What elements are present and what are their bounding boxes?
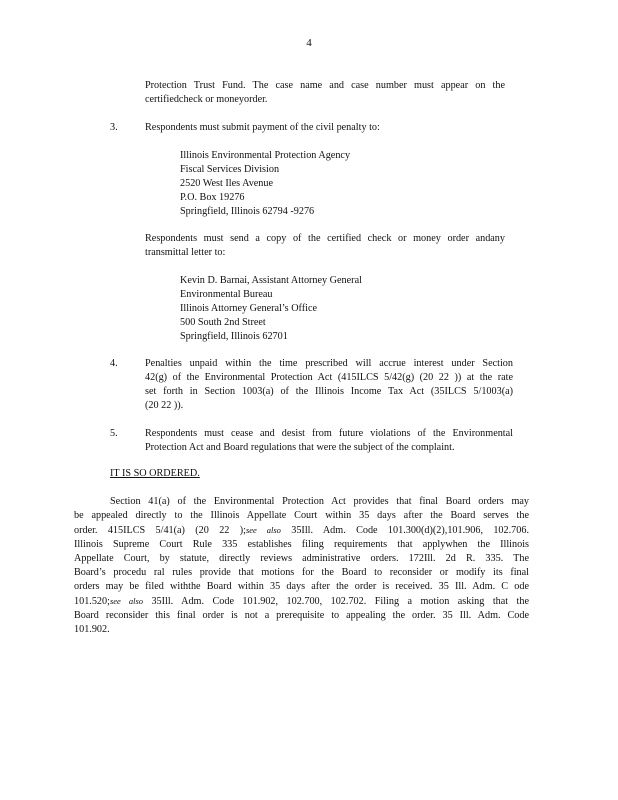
address-line: Illinois Environmental Protection Agency <box>180 150 351 161</box>
address-line: 2520 West Iles Avenue <box>180 178 274 189</box>
citation-signal: see also <box>109 596 143 606</box>
text-line: Penalties unpaid within the time prescribed will accrue interest under Section <box>145 358 513 369</box>
text-line: be appealed directly to the Illinois Appellate Court within 35 days after the Board serves the <box>74 510 529 521</box>
text-line: 101.902. <box>74 624 110 635</box>
address-line: Fiscal Services Division <box>180 164 280 175</box>
text-line: certifiedcheck or moneyorder. <box>145 94 268 105</box>
copy-instruction <box>145 232 505 260</box>
item-number-3: 3. <box>110 122 118 133</box>
item5-paragraph <box>145 427 513 455</box>
address-line: Kevin D. Barnai, Assistant Attorney General <box>180 275 362 286</box>
appeal-paragraph <box>74 495 529 637</box>
text-line: Board reconsider this final order is not a prerequisite to appealing the order. 35 Ill. Adm. Code <box>74 610 529 621</box>
address-line: Springfield, Illinois 62701 <box>180 331 288 342</box>
text-line: orders may be filed withthe Board within 35 days after the order is received. 35 Ill. Adm. C ode <box>74 581 529 592</box>
text-line: Board’s procedu ral rules provide that motions for the Board to reconsider or modify its final <box>74 567 529 578</box>
text-line: Appellate Court, by statute, directly reviews administrative orders. 172Ill. 2d R. 335. The <box>74 553 529 564</box>
text-line: Respondents must send a copy of the certified check or money order andany <box>145 233 505 244</box>
ordered-text: IT IS SO ORDERED. <box>110 468 200 479</box>
address-line: Springfield, Illinois 62794 -9276 <box>180 206 315 217</box>
recipient-address <box>180 274 362 344</box>
continuation-paragraph <box>145 79 505 107</box>
text-line: transmittal letter to: <box>145 247 226 258</box>
text-line: set forth in Section 1003(a) of the Illinois Income Tax Act (35ILCS 5/1003(a) <box>145 386 513 397</box>
item-number-5: 5. <box>110 428 118 439</box>
text-line: (20 22 )). <box>145 400 184 411</box>
text-line: 42(g) of the Environmental Protection Act (415ILCS 5/42(g) (20 22 )) at the rate <box>145 372 513 383</box>
text-line: Illinois Supreme Court Rule 335 establishes filing requirements that applywhen the Illinois <box>74 539 529 550</box>
text-line: Protection Act and Board regulations that were the subject of the complaint. <box>145 442 455 453</box>
citation-signal: see also <box>245 525 281 535</box>
order-statement <box>110 467 200 481</box>
text-line: Protection Trust Fund. The case name and case number must appear on the <box>145 80 505 91</box>
text-line: 101.520;see also 35Ill. Adm. Code 101.902, 102.700, 102.702. Filing a motion asking that the <box>74 596 529 607</box>
address-line: Illinois Attorney General’s Office <box>180 303 318 314</box>
text-line: order. 415ILCS 5/41(a) (20 22 );see also 35Ill. Adm. Code 101.300(d)(2),101.906, 102.706. <box>74 525 529 536</box>
text-line: Respondents must submit payment of the civil penalty to: <box>145 122 380 133</box>
item4-paragraph <box>145 357 513 413</box>
address-line: P.O. Box 19276 <box>180 192 245 203</box>
agency-address <box>180 149 350 219</box>
address-line: 500 South 2nd Street <box>180 317 266 328</box>
item3-intro <box>145 121 380 135</box>
item-number-4: 4. <box>110 358 118 369</box>
address-line: Environmental Bureau <box>180 289 273 300</box>
text-line: Section 41(a) of the Environmental Protection Act provides that final Board orders may <box>110 496 529 507</box>
page-number: 4 <box>306 37 312 49</box>
text-line: Respondents must cease and desist from future violations of the Environmental <box>145 428 513 439</box>
